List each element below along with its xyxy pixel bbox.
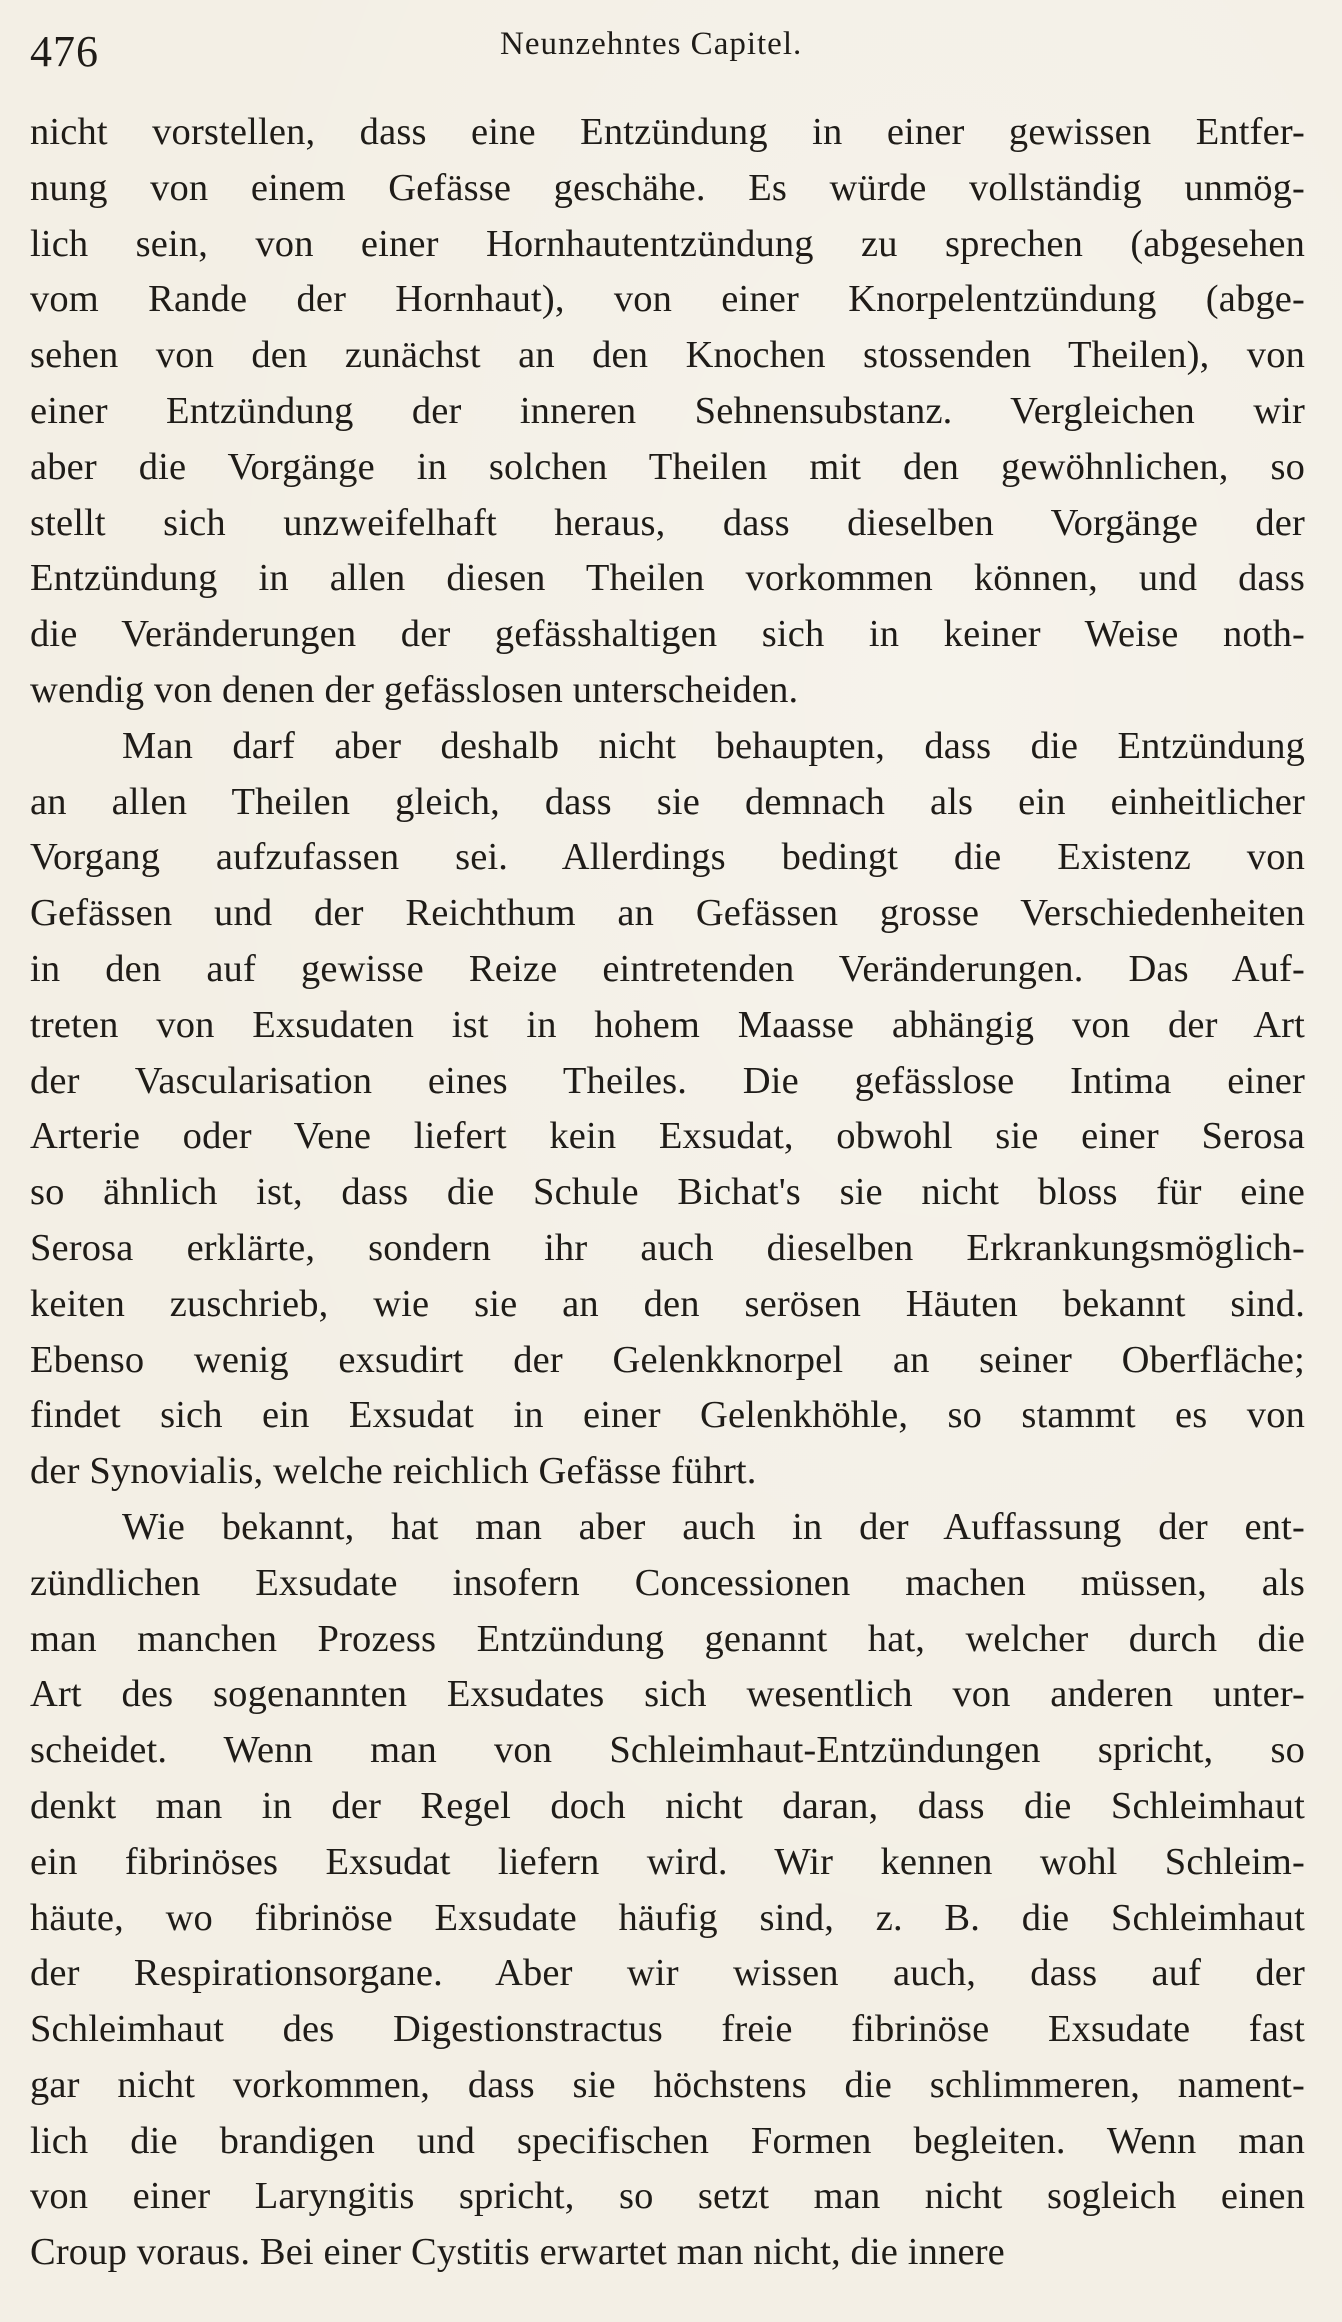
running-head: Neunzehntes Capitel. xyxy=(500,26,803,62)
text-line: von einer Laryngitis spricht, so setzt man nicht sogleich einen xyxy=(30,2175,1305,2218)
text-line: keiten zuschrieb, wie sie an den serösen Häuten bekannt sind. xyxy=(30,1282,1305,1325)
text-line: Gefässen und der Reichthum an Gefässen grosse Verschiedenheiten xyxy=(30,892,1305,935)
text-line: denkt man in der Regel doch nicht daran, dass die Schleimhaut xyxy=(30,1784,1305,1827)
text-line: an allen Theilen gleich, dass sie demnach als ein einheitlicher xyxy=(30,780,1305,823)
text-line: Serosa erklärte, sondern ihr auch dieselben Erkrankungsmöglich- xyxy=(30,1226,1305,1269)
text-line: einer Entzündung der inneren Sehnensubstanz. Vergleichen wir xyxy=(30,389,1305,432)
paragraph xyxy=(30,719,1305,1500)
text-line: ein fibrinöses Exsudat liefern wird. Wir kennen wohl Schleim- xyxy=(30,1840,1305,1883)
text-line: der Respirationsorgane. Aber wir wissen auch, dass auf der xyxy=(30,1952,1305,1995)
text-line: Vorgang aufzufassen sei. Allerdings bedingt die Existenz von xyxy=(30,836,1305,879)
text-line: die Veränderungen der gefässhaltigen sich in keiner Weise noth- xyxy=(30,613,1305,656)
text-line: man manchen Prozess Entzündung genannt hat, welcher durch die xyxy=(30,1617,1305,1660)
text-line: gar nicht vorkommen, dass sie höchstens die schlimmeren, nament- xyxy=(30,2063,1305,2106)
text-line: wendig von denen der gefässlosen unterscheiden. xyxy=(30,668,799,711)
text-line: lich sein, von einer Hornhautentzündung zu sprechen (abgesehen xyxy=(30,222,1305,265)
text-line: Entzündung in allen diesen Theilen vorkommen können, und dass xyxy=(30,557,1305,600)
text-line: aber die Vorgänge in solchen Theilen mit den gewöhnlichen, so xyxy=(30,445,1305,488)
text-line: nicht vorstellen, dass eine Entzündung in einer gewissen Entfer- xyxy=(30,111,1305,153)
text-line: treten von Exsudaten ist in hohem Maasse abhängig von der Art xyxy=(30,1003,1305,1046)
text-line: nung von einem Gefässe geschähe. Es würde vollständig unmög- xyxy=(30,166,1305,209)
text-line: Ebenso wenig exsudirt der Gelenkknorpel an seiner Oberfläche; xyxy=(30,1338,1305,1381)
text-line: sehen von den zunächst an den Knochen stossenden Theilen), von xyxy=(30,334,1305,377)
paragraph xyxy=(30,1500,1305,2281)
text-line: der Vascularisation eines Theiles. Die gefässlose Intima einer xyxy=(30,1059,1305,1102)
page-header xyxy=(30,20,1312,90)
text-line: Croup voraus. Bei einer Cystitis erwartet man nicht, die innere xyxy=(30,2231,1005,2274)
text-line: Man darf aber deshalb nicht behaupten, dass die Entzündung xyxy=(122,724,1305,767)
text-line: stellt sich unzweifelhaft heraus, dass dieselben Vorgänge der xyxy=(30,501,1305,544)
text-line: findet sich ein Exsudat in einer Gelenkhöhle, so stammt es von xyxy=(30,1394,1305,1437)
text-line: vom Rande der Hornhaut), von einer Knorpelentzündung (abge- xyxy=(30,278,1305,321)
paragraph xyxy=(30,105,1305,719)
text-line: der Synovialis, welche reichlich Gefässe führt. xyxy=(30,1450,757,1493)
text-line: in den auf gewisse Reize eintretenden Veränderungen. Das Auf- xyxy=(30,947,1305,990)
text-line: lich die brandigen und specifischen Formen begleiten. Wenn man xyxy=(30,2119,1305,2162)
text-line: Art des sogenannten Exsudates sich wesentlich von anderen unter- xyxy=(30,1673,1305,1716)
text-line: Wie bekannt, hat man aber auch in der Auffassung der ent- xyxy=(122,1505,1305,1548)
body-text xyxy=(30,105,1305,2281)
text-line: zündlichen Exsudate insofern Concessionen machen müssen, als xyxy=(30,1561,1305,1604)
text-line: scheidet. Wenn man von Schleimhaut-Entzündungen spricht, so xyxy=(30,1729,1305,1772)
text-line: häute, wo fibrinöse Exsudate häufig sind, z. B. die Schleimhaut xyxy=(30,1896,1305,1939)
text-line: Arterie oder Vene liefert kein Exsudat, obwohl sie einer Serosa xyxy=(30,1115,1305,1158)
text-line: so ähnlich ist, dass die Schule Bichat's sie nicht bloss für eine xyxy=(30,1171,1305,1214)
text-line: Schleimhaut des Digestionstractus freie fibrinöse Exsudate fast xyxy=(30,2008,1305,2051)
page-number: 476 xyxy=(30,27,99,76)
